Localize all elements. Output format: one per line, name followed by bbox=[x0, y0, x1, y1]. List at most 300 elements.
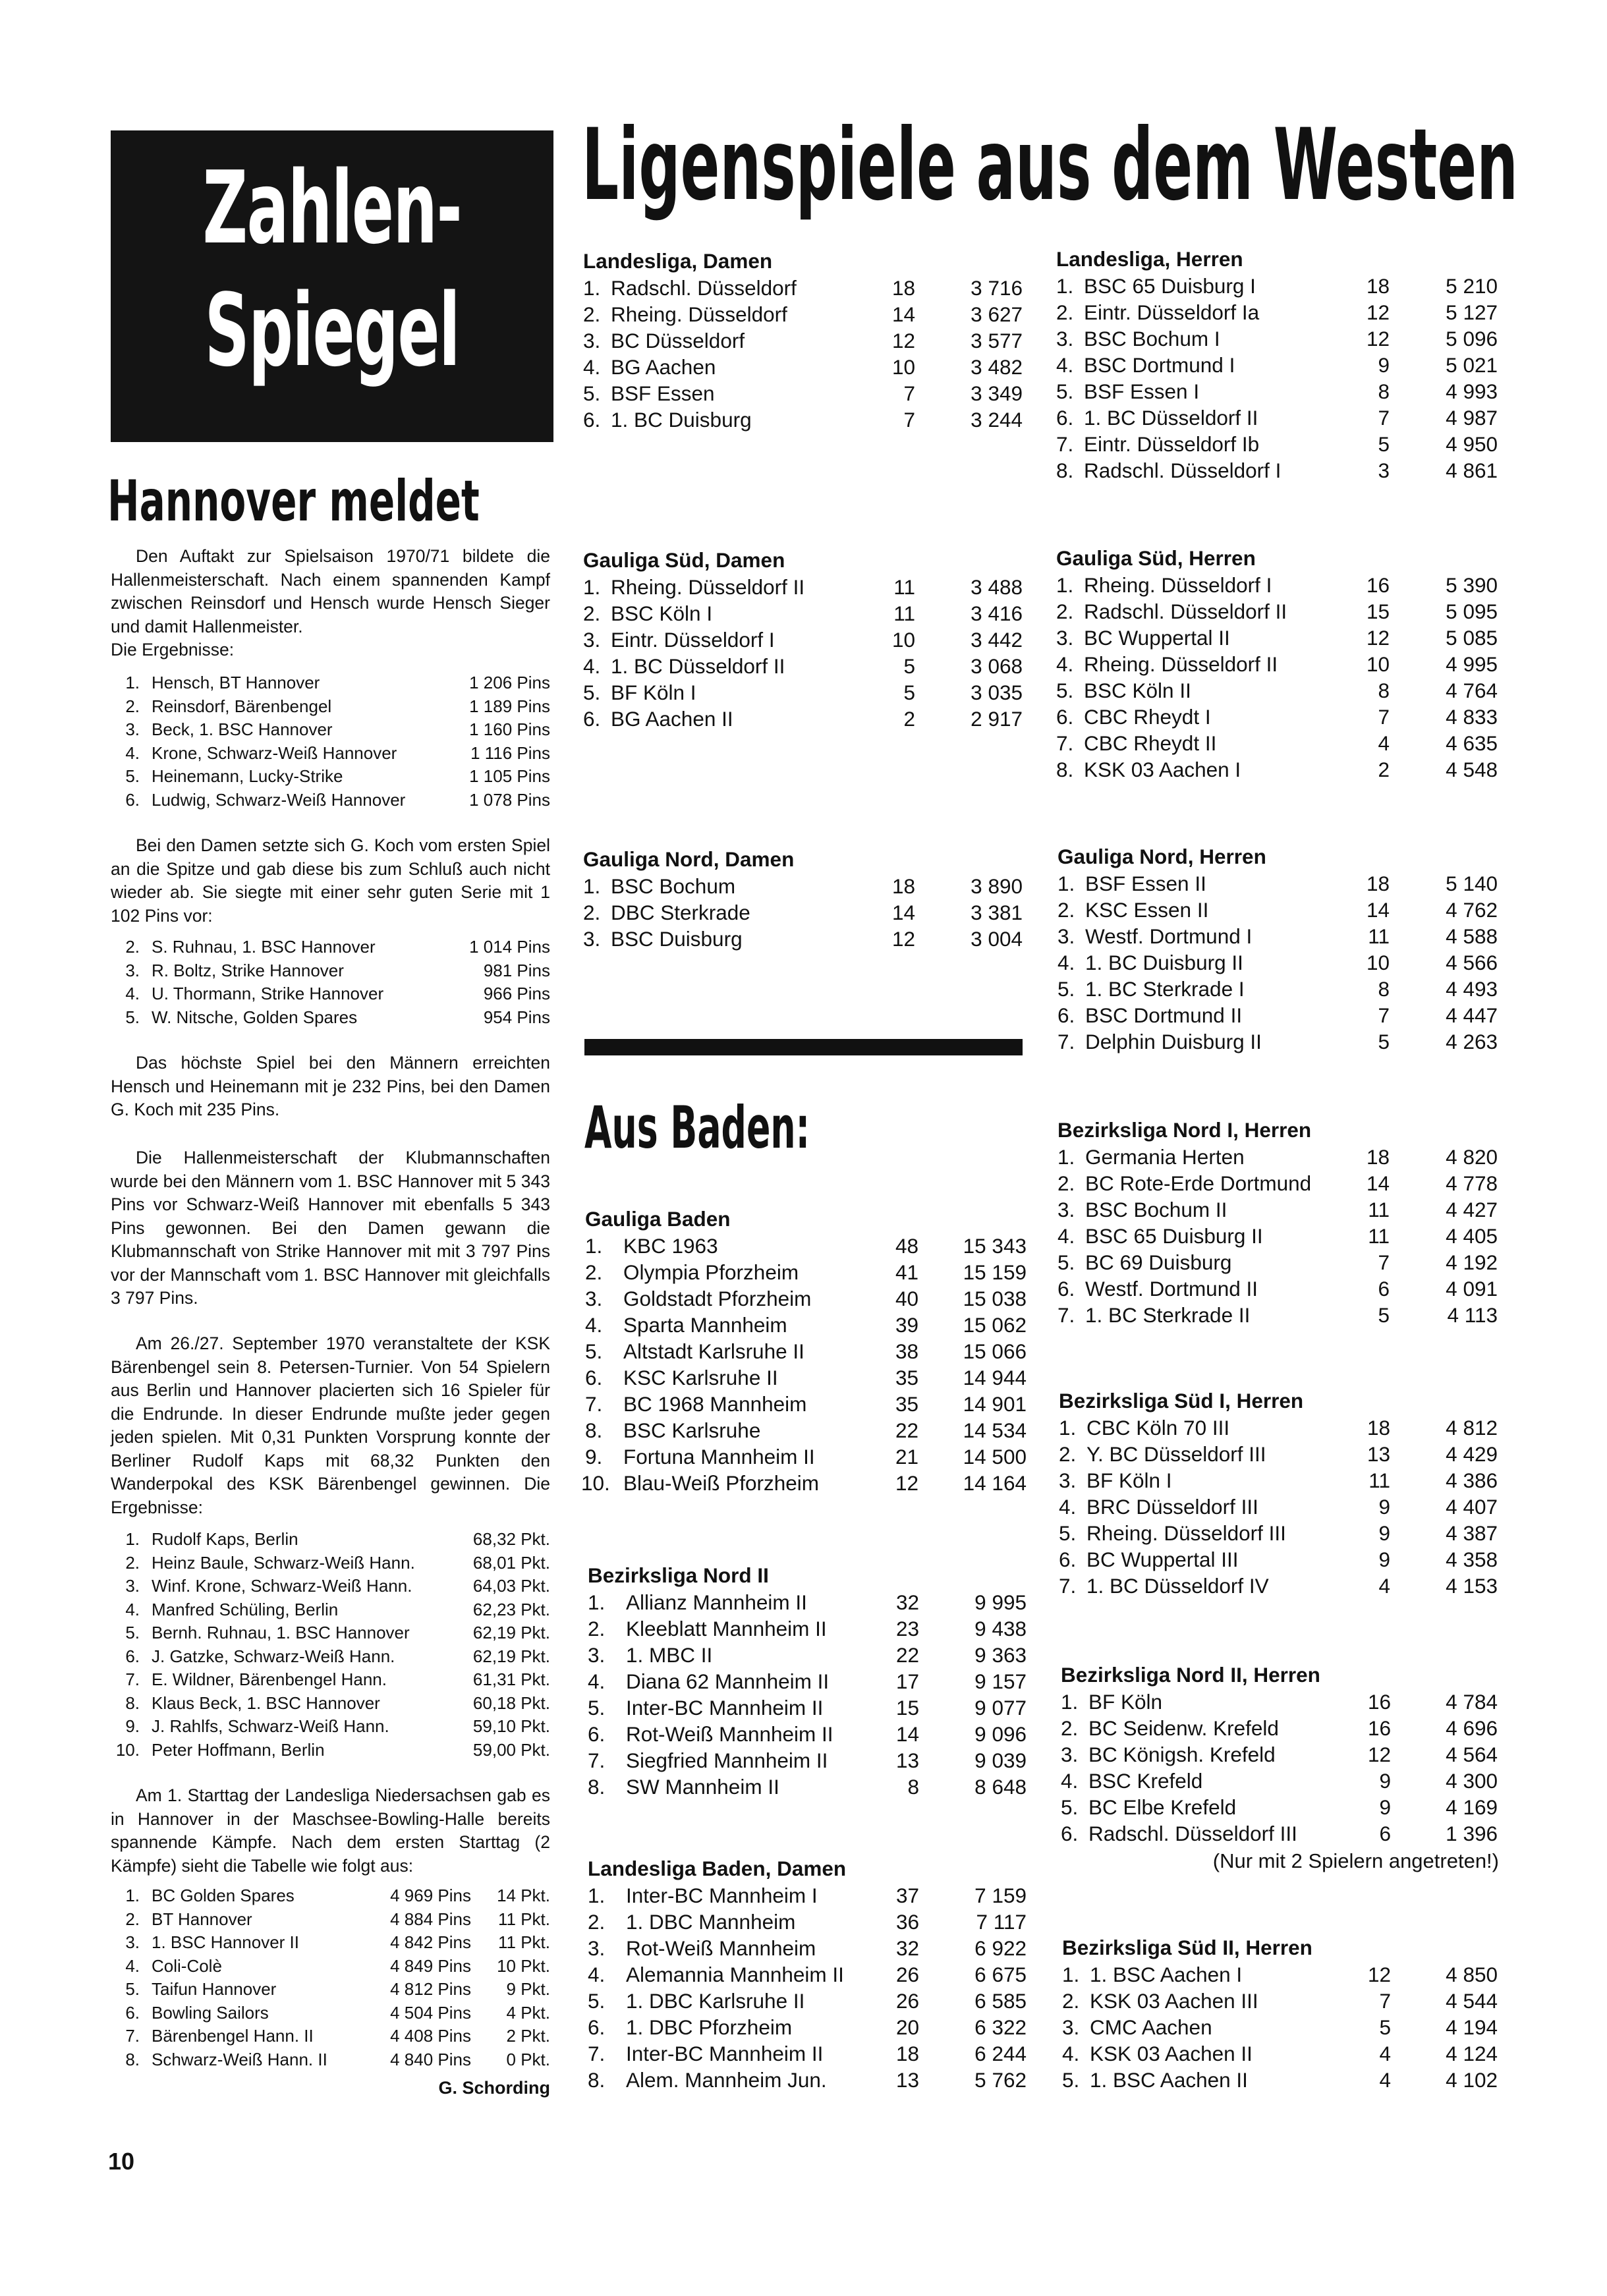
rank: 8. bbox=[588, 2068, 606, 2092]
team-name: 1. BC Düsseldorf II bbox=[611, 654, 785, 678]
points: 2 bbox=[903, 707, 915, 731]
pins: 3 349 bbox=[971, 381, 1023, 405]
result-row bbox=[113, 1931, 550, 1955]
team-name: KSK 03 Aachen III bbox=[1090, 1989, 1258, 2013]
rank: 5. bbox=[1057, 977, 1075, 1001]
points: 23 bbox=[895, 1617, 919, 1640]
pins: 3 627 bbox=[971, 302, 1023, 326]
league-row bbox=[1056, 730, 1498, 756]
pins: 4 429 bbox=[1446, 1442, 1498, 1466]
pins: 4 950 bbox=[1446, 432, 1498, 456]
rank: 7. bbox=[585, 1392, 603, 1416]
player-name: Heinemann, Lucky-Strike bbox=[152, 766, 343, 786]
points: 9 bbox=[1378, 353, 1390, 377]
player-name: R. Boltz, Strike Hannover bbox=[152, 960, 344, 980]
league-row bbox=[1057, 949, 1498, 976]
rank: 3. bbox=[588, 1643, 606, 1667]
points: 11 Pkt. bbox=[497, 1932, 550, 1952]
rank: 2. bbox=[1059, 1442, 1077, 1466]
rank: 8. bbox=[125, 2049, 140, 2069]
league-row bbox=[1057, 897, 1498, 923]
team-name: Rheing. Düsseldorf II bbox=[1084, 652, 1278, 676]
team-name: KSC Essen II bbox=[1085, 898, 1209, 922]
rank: 4. bbox=[1061, 1769, 1079, 1793]
league-gauliga-sued-damen bbox=[583, 546, 1023, 732]
rank: 2. bbox=[588, 1910, 606, 1934]
league-row bbox=[1057, 1249, 1498, 1275]
pins: 4 124 bbox=[1446, 2042, 1498, 2065]
points: 14 Pkt. bbox=[497, 1886, 550, 1905]
league-row bbox=[1057, 1144, 1498, 1170]
points: 8 bbox=[1378, 679, 1390, 702]
rank: 5. bbox=[125, 1979, 140, 1999]
team-name: BSF Essen II bbox=[1085, 872, 1206, 895]
rank: 6. bbox=[588, 2015, 606, 2039]
rank: 1. bbox=[583, 874, 601, 898]
league-row bbox=[583, 627, 1023, 653]
rank: 4. bbox=[125, 984, 140, 1003]
rank: 3. bbox=[1059, 1469, 1077, 1492]
league-row bbox=[585, 1391, 1027, 1417]
pins: 3 577 bbox=[971, 329, 1023, 352]
points: 18 bbox=[891, 276, 915, 300]
rank: 1. bbox=[1059, 1416, 1077, 1440]
points: 32 bbox=[895, 1590, 919, 1614]
result-row bbox=[113, 1692, 550, 1716]
pins: 5 390 bbox=[1446, 573, 1498, 597]
league-row bbox=[585, 1259, 1027, 1285]
result-row bbox=[113, 1739, 550, 1762]
pins: 3 035 bbox=[971, 681, 1023, 704]
league-row bbox=[581, 1470, 1027, 1496]
rank: 4. bbox=[1056, 652, 1074, 676]
pins: 14 500 bbox=[963, 1445, 1027, 1469]
points: 14 bbox=[1366, 898, 1390, 922]
score: 1 014 Pins bbox=[469, 937, 550, 957]
league-row bbox=[1056, 756, 1498, 783]
team-name: 1. BSC Aachen II bbox=[1090, 2068, 1248, 2092]
team-name: BRC Düsseldorf III bbox=[1086, 1495, 1258, 1519]
rank: 6. bbox=[1056, 705, 1074, 729]
rank: 6. bbox=[583, 707, 601, 731]
points: 18 bbox=[1367, 1416, 1390, 1440]
rank: 7. bbox=[1056, 731, 1074, 755]
league-bezirksliga-sued-1-herren bbox=[1059, 1387, 1498, 1599]
league-row bbox=[585, 1364, 1027, 1391]
league-row bbox=[1057, 1223, 1498, 1249]
pins: 15 159 bbox=[963, 1260, 1027, 1284]
points: 38 bbox=[895, 1339, 918, 1363]
rank: 2. bbox=[583, 602, 601, 625]
player-name: S. Ruhnau, 1. BSC Hannover bbox=[152, 937, 376, 957]
pins: 6 244 bbox=[974, 2042, 1027, 2065]
points: 10 bbox=[1366, 652, 1390, 676]
league-title: Gauliga Süd, Herren bbox=[1056, 546, 1256, 570]
points: 9 bbox=[1378, 1521, 1390, 1545]
pins: 15 038 bbox=[963, 1287, 1027, 1310]
team-name: BC Königsh. Krefeld bbox=[1088, 1743, 1276, 1766]
team-name: Siegfried Mannheim II bbox=[626, 1749, 828, 1772]
team-name: KSC Karlsruhe II bbox=[623, 1366, 778, 1389]
rank: 4. bbox=[583, 355, 601, 379]
rank: 1. bbox=[1057, 1145, 1075, 1169]
rank: 2. bbox=[1061, 1716, 1079, 1740]
rank: 5. bbox=[1056, 679, 1074, 702]
league-gauliga-baden bbox=[581, 1205, 1027, 1496]
pins: 9 096 bbox=[974, 1722, 1027, 1746]
rank: 1. bbox=[1056, 274, 1074, 298]
player-name: Rudolf Kaps, Berlin bbox=[152, 1529, 298, 1549]
rank: 1. bbox=[588, 1590, 606, 1614]
team-name: Eintr. Düsseldorf Ia bbox=[1084, 300, 1260, 324]
points: 5 bbox=[1378, 432, 1390, 456]
league-row bbox=[583, 354, 1023, 380]
rank: 5. bbox=[588, 1989, 606, 2013]
points: 13 bbox=[1367, 1442, 1390, 1466]
pins: 9 077 bbox=[974, 1696, 1027, 1720]
points: 41 bbox=[895, 1260, 918, 1284]
team-name: BC Elbe Krefeld bbox=[1088, 1795, 1237, 1819]
points: 39 bbox=[895, 1313, 918, 1337]
rank: 1. bbox=[583, 276, 601, 300]
hannover-paragraph-6 bbox=[111, 1784, 550, 1878]
points: 12 bbox=[891, 927, 915, 951]
points: 6 bbox=[1379, 1822, 1391, 1845]
hannover-paragraph-2 bbox=[111, 834, 550, 928]
pins: 4 300 bbox=[1446, 1769, 1498, 1793]
league-row bbox=[1056, 457, 1498, 484]
score: 59,00 Pkt. bbox=[472, 1739, 550, 1760]
points: 7 bbox=[1378, 705, 1390, 729]
league-title: Bezirksliga Nord II, Herren bbox=[1061, 1663, 1320, 1687]
result-row bbox=[113, 718, 550, 742]
result-row bbox=[113, 695, 550, 719]
rank: 5. bbox=[1061, 1795, 1079, 1819]
pins: 4 407 bbox=[1446, 1495, 1498, 1519]
team-name: Radschl. Düsseldorf II bbox=[1084, 600, 1287, 623]
league-row bbox=[1057, 870, 1498, 897]
rank: 3. bbox=[585, 1287, 603, 1310]
hannover-title: Hannover meldet bbox=[107, 468, 480, 534]
team-name: BC Wuppertal II bbox=[1084, 626, 1230, 650]
league-row bbox=[1061, 1794, 1498, 1820]
team-name: Alem. Mannheim Jun. bbox=[626, 2068, 827, 2092]
rank: 5. bbox=[1059, 1521, 1077, 1545]
team-name: BSC Dortmund II bbox=[1085, 1003, 1243, 1027]
pins: 5 021 bbox=[1446, 353, 1498, 377]
score: 68,32 Pkt. bbox=[472, 1529, 550, 1549]
league-row bbox=[1056, 273, 1498, 299]
score: 954 Pins bbox=[483, 1007, 550, 1027]
league-row bbox=[1056, 352, 1498, 378]
player-name: W. Nitsche, Golden Spares bbox=[152, 1007, 358, 1027]
pins: 4 884 Pins bbox=[390, 1909, 471, 1929]
rank: 4. bbox=[1056, 353, 1074, 377]
team-name: 1. BC Düsseldorf II bbox=[1084, 406, 1258, 430]
team-name: KSK 03 Aachen I bbox=[1084, 758, 1241, 781]
league-row bbox=[583, 653, 1023, 679]
rank: 7. bbox=[588, 1749, 606, 1772]
league-landesliga-herren bbox=[1056, 245, 1498, 484]
score: 1 160 Pins bbox=[469, 719, 550, 739]
rank: 7. bbox=[1057, 1303, 1075, 1327]
para-text: Die Ergebnisse: bbox=[111, 640, 235, 659]
league-gauliga-nord-herren bbox=[1057, 843, 1498, 1055]
pins: 4 993 bbox=[1446, 379, 1498, 403]
player-name: Hensch, BT Hannover bbox=[152, 673, 320, 692]
league-row bbox=[1056, 598, 1498, 625]
rank: 5. bbox=[583, 681, 601, 704]
points: 11 bbox=[1368, 1469, 1390, 1492]
team-name: 1. MBC II bbox=[626, 1643, 713, 1667]
points: 2 bbox=[1378, 758, 1390, 781]
pins: 4 153 bbox=[1446, 1574, 1498, 1598]
points: 12 bbox=[1366, 327, 1390, 350]
pins: 5 210 bbox=[1446, 274, 1498, 298]
pins: 4 427 bbox=[1446, 1198, 1498, 1221]
pins: 4 358 bbox=[1446, 1548, 1498, 1571]
team-name: Altstadt Karlsruhe II bbox=[623, 1339, 804, 1363]
league-row bbox=[588, 2067, 1027, 2093]
points: 4 bbox=[1378, 1574, 1390, 1598]
team-name: BF Köln bbox=[1088, 1690, 1163, 1714]
player-name: Peter Hoffmann, Berlin bbox=[152, 1739, 325, 1760]
pins: 4 987 bbox=[1446, 406, 1498, 430]
rank: 3. bbox=[125, 1576, 140, 1596]
points: 17 bbox=[895, 1669, 919, 1693]
pins: 9 363 bbox=[974, 1643, 1027, 1667]
hannover-paragraph-4 bbox=[111, 1146, 550, 1310]
pins: 4 635 bbox=[1446, 731, 1498, 755]
result-row bbox=[113, 1884, 550, 1908]
pins: 6 585 bbox=[974, 1989, 1027, 2013]
points: 5 bbox=[1378, 1303, 1390, 1327]
league-title: Gauliga Baden bbox=[585, 1207, 731, 1231]
league-bezirksliga-nord-2-herren bbox=[1061, 1661, 1498, 1847]
pins: 5 127 bbox=[1446, 300, 1498, 324]
rank: 1. bbox=[583, 575, 601, 599]
points: 7 bbox=[1378, 1003, 1390, 1027]
rank: 10. bbox=[581, 1471, 610, 1495]
team-name: BC Golden Spares bbox=[152, 1886, 295, 1905]
league-bezirksliga-sued-2-herren bbox=[1062, 1934, 1498, 2093]
team-name: Inter-BC Mannheim II bbox=[626, 2042, 824, 2065]
pins: 4 386 bbox=[1446, 1469, 1498, 1492]
score: 1 206 Pins bbox=[469, 673, 550, 692]
para-text: Das höchste Spiel bei den Männern erreichten Hensch und Heinemann mit je 232 Pins, bei den Damen G. Koch mit 235 Pins. bbox=[111, 1053, 550, 1119]
rank: 7. bbox=[1059, 1574, 1077, 1598]
pins: 6 922 bbox=[974, 1936, 1027, 1960]
pins: 4 493 bbox=[1446, 977, 1498, 1001]
points: 4 Pkt. bbox=[506, 2002, 550, 2023]
team-name: Taifun Hannover bbox=[152, 1979, 277, 1999]
team-name: 1. BC Sterkrade II bbox=[1085, 1303, 1251, 1327]
pins: 9 157 bbox=[974, 1669, 1027, 1693]
rank: 5. bbox=[125, 1623, 140, 1642]
player-name: Beck, 1. BSC Hannover bbox=[152, 719, 333, 739]
page-number: 10 bbox=[108, 2148, 135, 2175]
team-name: Rot-Weiß Mannheim bbox=[626, 1936, 816, 1960]
landesliga-niedersachsen-table bbox=[113, 1884, 550, 2071]
score: 68,01 Pkt. bbox=[472, 1552, 550, 1573]
pins: 4 504 Pins bbox=[390, 2002, 471, 2023]
league-row bbox=[1062, 2067, 1498, 2093]
pins: 4 564 bbox=[1446, 1743, 1498, 1766]
result-row bbox=[113, 1528, 550, 1552]
pins: 4 861 bbox=[1446, 459, 1498, 482]
team-name: 1. DBC Karlsruhe II bbox=[626, 1989, 805, 2013]
team-name: BG Aachen bbox=[611, 355, 716, 379]
team-name: Inter-BC Mannheim I bbox=[626, 1884, 818, 1907]
pins: 5 762 bbox=[974, 2068, 1027, 2092]
team-name: BC Seidenw. Krefeld bbox=[1088, 1716, 1279, 1740]
rank: 2. bbox=[125, 937, 140, 957]
league-row bbox=[1059, 1573, 1498, 1599]
points: 15 bbox=[1366, 600, 1390, 623]
rank: 5. bbox=[1057, 1250, 1075, 1274]
rank: 5. bbox=[125, 1007, 140, 1027]
points: 18 bbox=[1366, 872, 1390, 895]
result-row bbox=[113, 1598, 550, 1622]
score: 981 Pins bbox=[483, 960, 550, 980]
points: 16 bbox=[1367, 1716, 1391, 1740]
league-row bbox=[1059, 1467, 1498, 1494]
rank: 3. bbox=[1061, 1743, 1079, 1766]
team-name: Westf. Dortmund I bbox=[1085, 924, 1253, 948]
rank: 4. bbox=[1057, 951, 1075, 974]
league-title: Gauliga Nord, Herren bbox=[1057, 845, 1266, 868]
league-row bbox=[1057, 1002, 1498, 1028]
league-row bbox=[1056, 704, 1498, 730]
result-row bbox=[113, 1668, 550, 1692]
league-row bbox=[1059, 1414, 1498, 1441]
league-row bbox=[585, 1285, 1027, 1312]
points: 5 bbox=[1378, 1030, 1390, 1053]
pins: 4 102 bbox=[1446, 2068, 1498, 2092]
team-name: Germania Herten bbox=[1085, 1145, 1245, 1169]
score: 1 105 Pins bbox=[469, 766, 550, 786]
rank: 2. bbox=[1062, 1989, 1080, 2013]
points: 4 bbox=[1379, 2042, 1391, 2065]
rank: 4. bbox=[1057, 1224, 1075, 1248]
league-row bbox=[1056, 677, 1498, 704]
league-row bbox=[588, 1615, 1027, 1642]
league-row bbox=[1061, 1741, 1498, 1768]
points: 22 bbox=[895, 1418, 918, 1442]
rank: 6. bbox=[1059, 1548, 1077, 1571]
team-name: Eintr. Düsseldorf I bbox=[611, 628, 775, 652]
result-row bbox=[113, 1621, 550, 1645]
rank: 3. bbox=[583, 329, 601, 352]
pins: 3 004 bbox=[971, 927, 1023, 951]
team-name: BSC 65 Duisburg II bbox=[1085, 1224, 1263, 1248]
points: 5 bbox=[903, 681, 915, 704]
team-name: Coli-Colè bbox=[152, 1955, 222, 1976]
result-row bbox=[113, 671, 550, 695]
box-line-1: Zahlen- bbox=[202, 150, 462, 266]
rank: 2. bbox=[1056, 600, 1074, 623]
pins: 4 263 bbox=[1446, 1030, 1498, 1053]
pins: 4 812 bbox=[1446, 1416, 1498, 1440]
league-row bbox=[1059, 1546, 1498, 1573]
points: 9 bbox=[1378, 1548, 1390, 1571]
baden-title: Aus Baden: bbox=[584, 1094, 810, 1162]
points: 8 bbox=[1378, 379, 1390, 403]
league-title: Landesliga, Herren bbox=[1056, 247, 1243, 271]
points: 7 bbox=[1379, 1989, 1391, 2013]
pins: 5 095 bbox=[1446, 600, 1498, 623]
league-row bbox=[588, 1668, 1027, 1694]
league-row bbox=[588, 2040, 1027, 2067]
league-row bbox=[1057, 1275, 1498, 1302]
team-name: Diana 62 Mannheim II bbox=[626, 1669, 830, 1693]
team-name: BSF Essen I bbox=[1084, 379, 1200, 403]
score: 966 Pins bbox=[483, 984, 550, 1003]
league-bezirksliga-nord-1-herren bbox=[1057, 1116, 1498, 1328]
rank: 1. bbox=[1061, 1690, 1079, 1714]
score: 64,03 Pkt. bbox=[472, 1576, 550, 1596]
pins: 4 833 bbox=[1446, 705, 1498, 729]
result-row bbox=[113, 765, 550, 789]
league-row bbox=[1057, 1028, 1498, 1055]
points: 10 bbox=[891, 628, 915, 652]
pins: 5 085 bbox=[1446, 626, 1498, 650]
rank: 7. bbox=[1056, 432, 1074, 456]
points: 4 bbox=[1379, 2068, 1391, 2092]
league-row bbox=[1056, 572, 1498, 598]
league-row bbox=[585, 1233, 1027, 1259]
player-name: Reinsdorf, Bärenbengel bbox=[152, 696, 332, 716]
pins: 4 969 Pins bbox=[390, 1886, 471, 1905]
result-row bbox=[113, 1955, 550, 1978]
league-row bbox=[1056, 625, 1498, 651]
points: 10 bbox=[1366, 951, 1390, 974]
points: 11 bbox=[893, 575, 915, 599]
result-row bbox=[113, 1575, 550, 1598]
rank: 6. bbox=[125, 789, 140, 810]
hannover-paragraph-5 bbox=[111, 1332, 550, 1519]
team-name: BT Hannover bbox=[152, 1909, 252, 1929]
pins: 7 159 bbox=[974, 1884, 1027, 1907]
team-name: Fortuna Mannheim II bbox=[623, 1445, 815, 1469]
team-name: SW Mannheim II bbox=[626, 1775, 779, 1799]
para-text: Am 26./27. September 1970 veranstaltete der KSK Bärenbengel sein 8. Petersen-Turnier. Von 54 Spielern aus Berlin und Hannover placierten sich 16 Spieler für die Endrunde. In dieser Endrunde mußte jeder gegen jeden spielen. Mit 0,31 Punkten Vorsprung konnte der Berliner Rudolf Kaps mit 68,32 Punkten den Wanderpokal des KSK Bärenbengel gewinnen. Die Ergebnisse: bbox=[111, 1333, 550, 1517]
rank: 2. bbox=[583, 901, 601, 924]
rank: 6. bbox=[1056, 406, 1074, 430]
result-row bbox=[113, 742, 550, 766]
points: 10 bbox=[891, 355, 915, 379]
team-name: Inter-BC Mannheim II bbox=[626, 1696, 824, 1720]
points: 9 bbox=[1379, 1769, 1391, 1793]
points: 8 bbox=[1378, 977, 1390, 1001]
rank: 4. bbox=[125, 742, 140, 763]
league-row bbox=[588, 1721, 1027, 1747]
hannover-paragraph-3 bbox=[111, 1051, 550, 1122]
team-name: BSC Köln II bbox=[1084, 679, 1191, 702]
pins: 6 322 bbox=[974, 2015, 1027, 2039]
team-name: Sparta Mannheim bbox=[623, 1313, 787, 1337]
rank: 6. bbox=[585, 1366, 603, 1389]
league-row bbox=[588, 1642, 1027, 1668]
rank: 2. bbox=[125, 1909, 140, 1929]
pins: 3 716 bbox=[971, 276, 1023, 300]
hannover-paragraph-1 bbox=[111, 545, 550, 662]
result-row bbox=[113, 1645, 550, 1669]
points: 14 bbox=[891, 302, 915, 326]
points: 37 bbox=[895, 1884, 919, 1907]
points: 5 bbox=[1379, 2015, 1391, 2039]
pins: 3 244 bbox=[971, 408, 1023, 432]
